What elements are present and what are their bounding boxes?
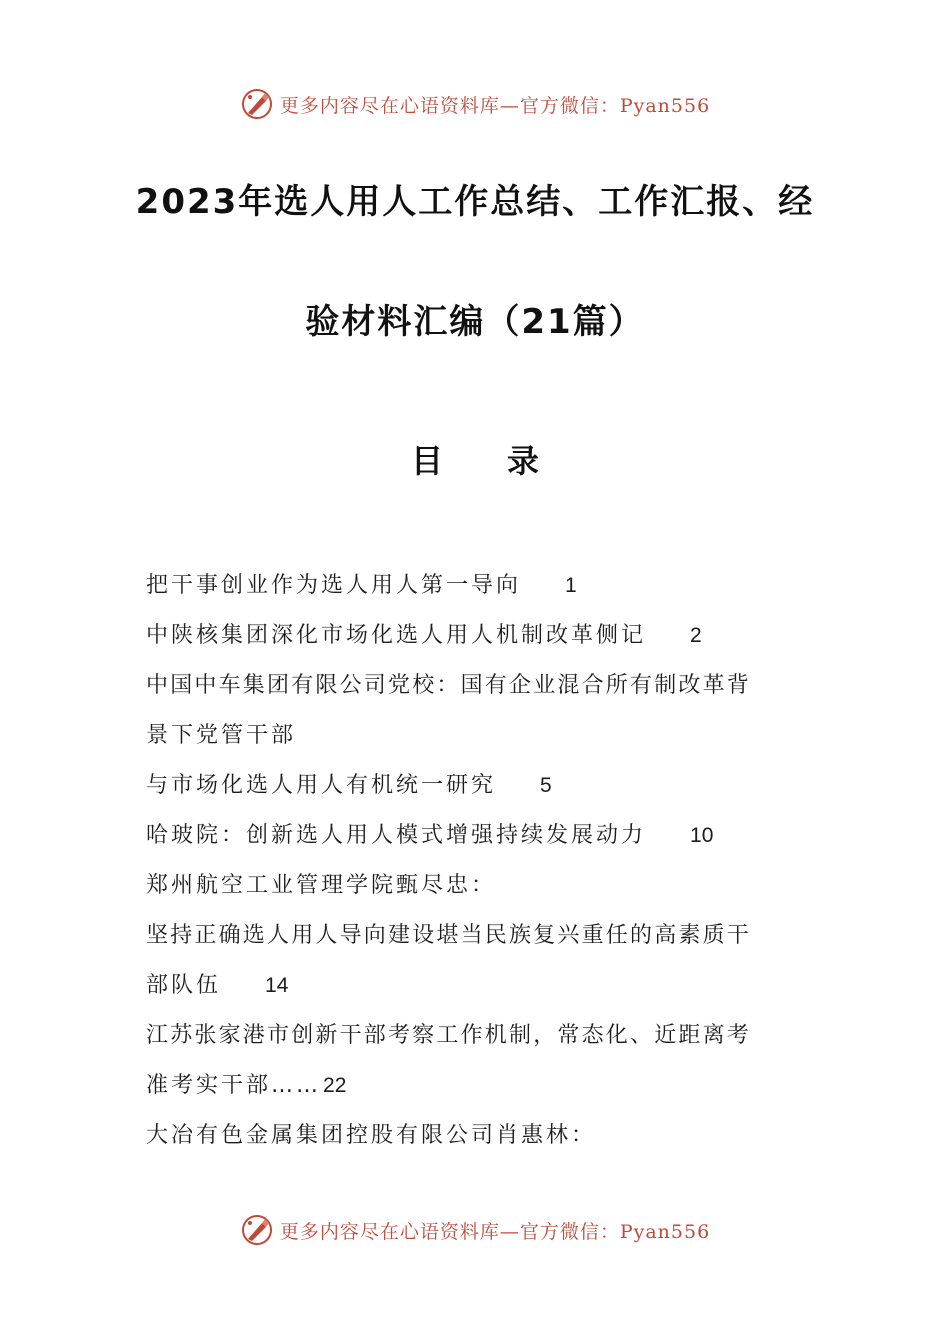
toc-entry-text: 把干事创业作为选人用人第一导向 [146,573,522,598]
toc-entry-text: 准考实干部…… [146,1073,322,1098]
pen-nib-icon [240,1213,274,1247]
toc-entry-text: 部队伍 [146,973,222,998]
toc-page-number: 22 [323,1074,347,1097]
toc-page-number: 10 [690,824,714,847]
watermark-text: 更多内容尽在心语资料库—官方微信：Pyan556 [279,1220,711,1243]
toc-entry[interactable] [146,566,816,616]
toc-entry[interactable] [146,716,816,766]
toc-page-number: 5 [540,774,552,797]
toc-entry-text: 中国中车集团有限公司党校：国有企业混合所有制改革背 [146,673,752,698]
toc-entry[interactable] [146,766,816,816]
toc-entry[interactable] [146,1016,816,1066]
toc-entry[interactable] [146,966,816,1016]
toc-entry[interactable] [146,1116,816,1166]
toc-entry-text: 大冶有色金属集团控股有限公司肖惠林： [146,1123,597,1148]
toc-heading: 目录 [410,442,603,480]
toc-entry-text: 郑州航空工业管理学院甄尽忠： [146,873,497,898]
toc-entry-text: 景下党管干部 [146,723,297,748]
toc-entry-text: 中陕核集团深化市场化选人用人机制改革侧记 [146,623,647,648]
toc-page-number: 2 [690,624,702,647]
toc-entry[interactable] [146,916,816,966]
toc-entry[interactable] [146,616,816,666]
toc-entry-text: 江苏张家港市创新干部考察工作机制，常态化、近距离考 [146,1023,752,1048]
toc-entry[interactable] [146,666,816,716]
document-title-line-1: 2023年选人用人工作总结、工作汇报、经 [135,182,815,222]
toc-entry[interactable] [146,866,816,916]
watermark-banner-bottom [0,1208,950,1252]
document-title-line-2: 验材料汇编（21篇） [305,302,645,342]
table-of-contents [146,566,816,1166]
toc-entry-text: 与市场化选人用人有机统一研究 [146,773,497,798]
watermark-banner-top [0,82,950,126]
toc-page-number: 1 [565,574,577,597]
toc-entry[interactable] [146,1066,816,1116]
toc-entry-text: 坚持正确选人用人导向建设堪当民族复兴重任的高素质干 [146,923,752,948]
toc-entry[interactable] [146,816,816,866]
toc-entry-text: 哈玻院：创新选人用人模式增强持续发展动力 [146,823,647,848]
watermark-text: 更多内容尽在心语资料库—官方微信：Pyan556 [279,94,711,117]
pen-nib-icon [240,87,274,121]
toc-page-number: 14 [265,974,289,997]
